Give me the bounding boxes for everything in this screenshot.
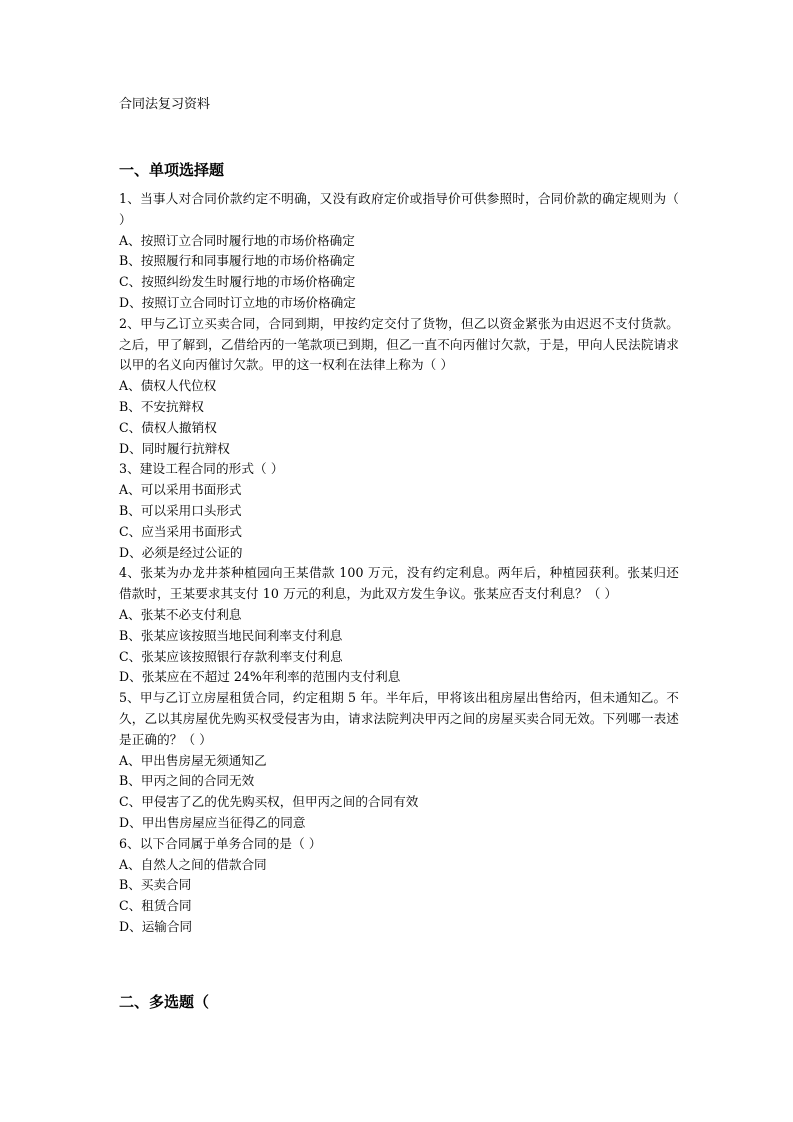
answer-option: B、买卖合同 [119, 877, 192, 893]
section-heading-multiple-choice: 二、多选题（ [119, 993, 210, 1011]
answer-option: D、运输合同 [119, 918, 193, 934]
answer-option: A、按照订立合同时履行地的市场价格确定 [119, 232, 355, 248]
question [119, 688, 679, 834]
question-stem: 3、建设工程合同的形式（ ） [119, 461, 284, 477]
answer-option: D、同时履行抗辩权 [119, 440, 230, 456]
question-stem: 2、甲与乙订立买卖合同，合同到期，甲按约定交付了货物，但乙以资金紧张为由迟迟不支付货款。之后，甲了解到，乙借给丙的一笔款项已到期，但乙一直不向丙催讨欠款，于是，甲向人民法院请求以甲的名义向丙催讨欠款。甲的这一权利在法律上称为（ ） [119, 315, 679, 373]
answer-option: B、可以采用口头形式 [119, 502, 242, 518]
question-stem: 6、以下合同属于单务合同的是（ ） [119, 835, 322, 851]
answer-option: B、按照履行和同事履行地的市场价格确定 [119, 253, 355, 269]
question-stem: 4、张某为办龙井茶种植园向王某借款 100 万元，没有约定利息。两年后，种植园获利。张某归还借款时，王某要求其支付 10 万元的利息，为此双方发生争议。张某应否支付利息？（ ） [119, 565, 679, 602]
question [119, 459, 679, 563]
question [119, 563, 679, 688]
question [119, 314, 679, 460]
answer-option: A、自然人之间的借款合同 [119, 856, 267, 872]
answer-option: A、可以采用书面形式 [119, 482, 242, 498]
question [119, 834, 679, 938]
answer-option: B、张某应该按照当地民间利率支付利息 [119, 627, 343, 643]
answer-option: D、甲出售房屋应当征得乙的同意 [119, 814, 306, 830]
answer-option: C、甲侵害了乙的优先购买权，但甲丙之间的合同有效 [119, 794, 419, 810]
section-heading-single-choice: 一、单项选择题 [119, 161, 225, 179]
answer-option: A、甲出售房屋无须通知乙 [119, 752, 267, 768]
document-title: 合同法复习资料 [119, 97, 211, 112]
answer-option: D、必须是经过公证的 [119, 544, 243, 560]
question-stem: 1、当事人对合同价款约定不明确，又没有政府定价或指导价可供参照时，合同价款的确定规则为（ ） [119, 191, 679, 227]
question-list [119, 189, 679, 938]
answer-option: B、甲丙之间的合同无效 [119, 773, 255, 789]
answer-option: C、应当采用书面形式 [119, 523, 242, 539]
answer-option: D、张某应在不超过 24%年利率的范围内支付利息 [119, 669, 401, 685]
answer-option: D、按照订立合同时订立地的市场价格确定 [119, 294, 356, 310]
answer-option: C、按照纠纷发生时履行地的市场价格确定 [119, 274, 356, 290]
answer-option: A、债权人代位权 [119, 378, 217, 394]
answer-option: C、债权人撤销权 [119, 419, 217, 435]
answer-option: B、不安抗辩权 [119, 398, 204, 414]
answer-option: C、张某应该按照银行存款利率支付利息 [119, 648, 343, 664]
question [119, 189, 679, 314]
answer-option: C、租赁合同 [119, 898, 192, 914]
answer-option: A、张某不必支付利息 [119, 606, 242, 622]
question-stem: 5、甲与乙订立房屋租赁合同，约定租期 5 年。半年后，甲将该出租房屋出售给丙，但未通知乙。不久，乙以其房屋优先购买权受侵害为由，请求法院判决甲丙之间的房屋买卖合同无效。下列哪一表述是正确的？（ ） [119, 690, 679, 747]
